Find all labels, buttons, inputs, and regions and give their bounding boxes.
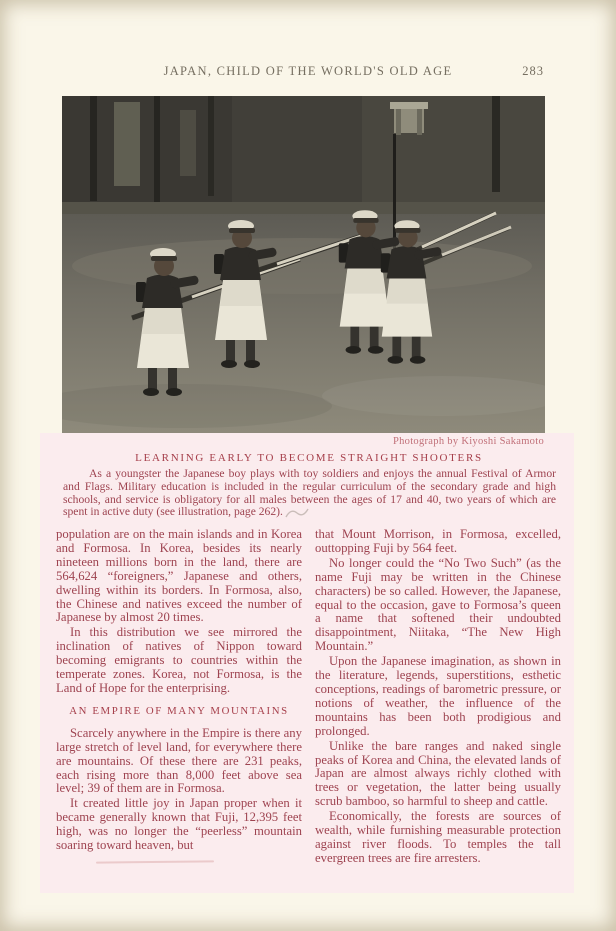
paragraph: Unlike the bare ranges and naked single peaks of Korea and China, the elevated lands of Japan are almost always richly clothed with trees or vegetation, the latter being usually scrub bamboo, so harmful to sheep and cattle. <box>315 738 561 809</box>
paragraph: In this distribution we see mirrored the inclination of natives of Nippon toward becoming emigrants to countries within the temperate zones. Korea, not Formosa, is the Land of Hope for the enterprising. <box>56 625 302 695</box>
photo-credit: Photograph by Kiyoshi Sakamoto <box>392 436 544 447</box>
left-column <box>56 528 302 866</box>
page-header <box>0 64 616 82</box>
running-title: JAPAN, CHILD OF THE WORLD'S OLD AGE <box>163 64 453 78</box>
page-number: 283 <box>522 64 544 78</box>
caption-heading: LEARNING EARLY TO BECOME STRAIGHT SHOOTERS <box>135 452 483 464</box>
paragraph: It created little joy in Japan proper when it became generally known that Fuji, 12,395 feet high, was no longer the “peerless” mountain soaring toward heaven, but <box>56 796 302 853</box>
paragraph: that Mount Morrison, in Formosa, excelled, outtopping Fuji by 564 feet. <box>315 527 561 555</box>
paragraph: No longer could the “No Two Such” (as the name Fuji may be written in the Chinese characters) be so called. However, the Japanese, equal to the occasion, gave to Formosa’s queen a name that softened their undoubted disappointment, Niitaka, “The New High Mountain.” <box>315 555 561 654</box>
paragraph: Economically, the forests are sources of wealth, while furnishing measurable protection against river floods. To temples the tall evergreen trees are fire arresters. <box>315 809 561 865</box>
paragraph: population are on the main islands and in Korea and Formosa. In Korea, besides its nearly nineteen millions born in the land, there are 564,624 “foreigners,” Japanese and others, dwelling within its borders. In Formosa, also, the Chinese and natives exceed the number of Japanese by almost 20 times. <box>56 527 302 625</box>
photo-illustration <box>62 96 545 433</box>
caption-text: As a youngster the Japanese boy plays with toy soldiers and enjoys the annual Festival of Armor and Flags. Military education is included in the regular curriculum of the secondary grade and high schools, and service is obligatory for all males between the ages of 17 and 40, two years of which are spent in active duty (see illustration, page 262). <box>63 467 556 519</box>
section-subheading: AN EMPIRE OF MANY MOUNTAINS <box>69 704 289 717</box>
right-column <box>315 528 561 866</box>
paragraph: Upon the Japanese imagination, as shown in the literature, legends, superstitions, esthetic conceptions, readings of barometric pressure, or notions of weather, the influence of the mountains has been both prodigious and prolonged. <box>315 654 561 738</box>
body-text <box>56 528 561 866</box>
paragraph: Scarcely anywhere in the Empire is there any large stretch of level land, for everywhere there are mountains. Of these there are 231 peaks, each rising more than 8,000 feet above sea level; 39 of them are in Formosa. <box>56 725 302 796</box>
photograph <box>62 96 545 433</box>
